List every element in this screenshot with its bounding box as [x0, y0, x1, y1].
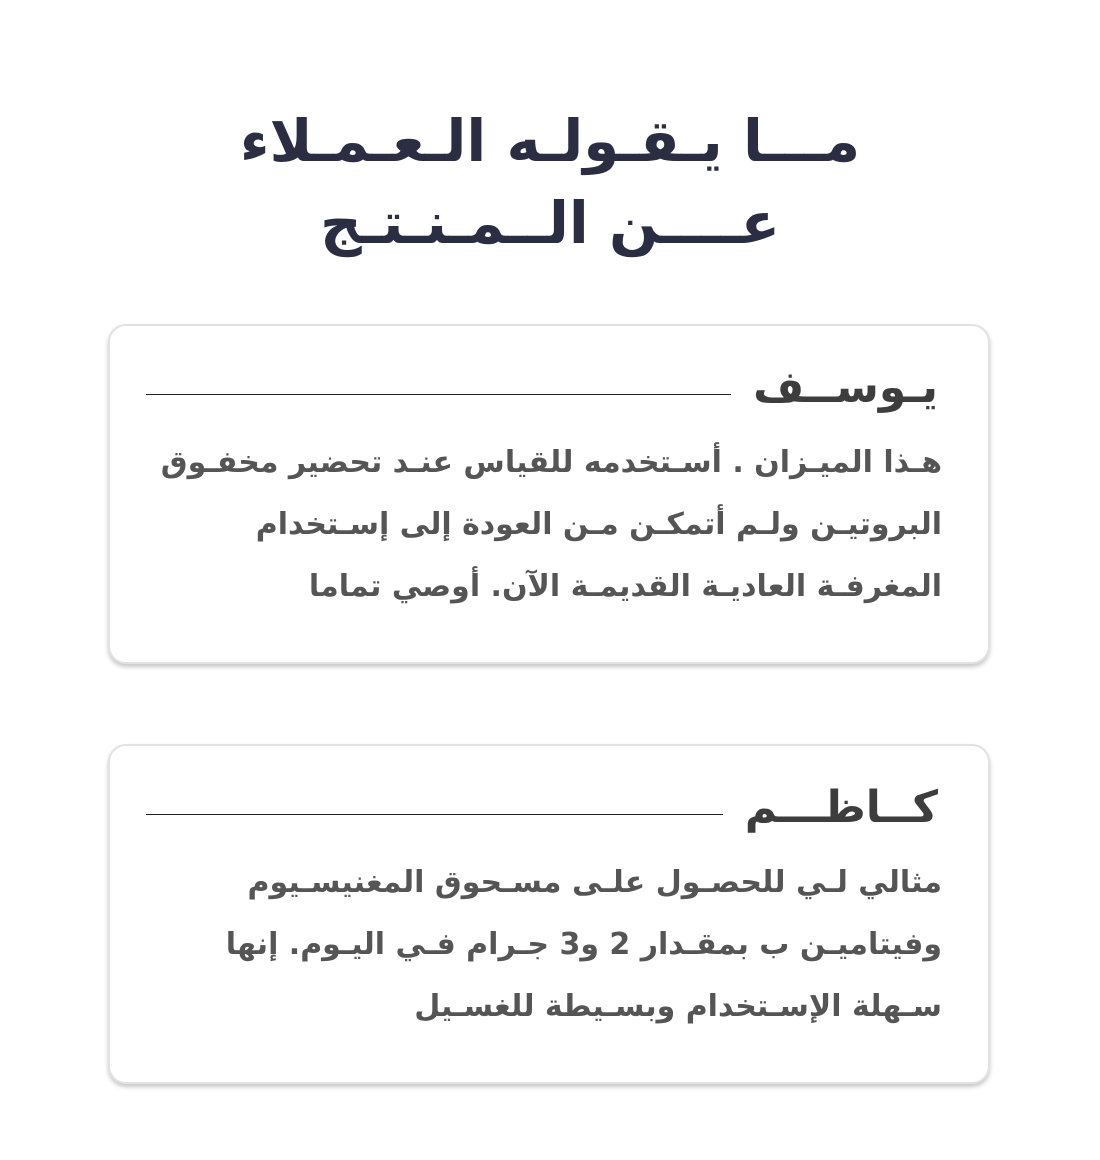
testimonial-text-line: هـذا الميـزان . أسـتخدمه للقياس عنـد تحضير مخفـوق [160, 445, 942, 480]
page-title-line-1: مـــا يـقـولـه الـعـمـلاء [239, 107, 861, 175]
testimonial-author: كــاظـــم [744, 782, 938, 833]
divider-line [146, 394, 731, 395]
testimonial-text [136, 432, 942, 618]
page-title [0, 100, 1100, 264]
divider-line [146, 814, 723, 815]
testimonial-text-line: مثالي لـي للحصـول علـى مسـحوق المغنيسـيوم [247, 865, 942, 900]
testimonial-text-line: وفيتاميـن ب بمقـدار 2 و3 جـرام فـي اليـوم. إنها [225, 927, 942, 962]
testimonial-text-line: البروتيـن ولـم أتمكـن مـن العودة إلى إسـتخدام [255, 507, 942, 542]
testimonial-header [146, 776, 938, 840]
testimonial-author: يـوســف [753, 362, 938, 413]
testimonial-card [108, 324, 990, 664]
testimonial-card [108, 744, 990, 1084]
testimonial-text-line: المغرفـة العاديـة القديمـة الآن. أوصي تماما [308, 569, 942, 604]
page-title-line-2: عــــن الــمـنـتـج [319, 189, 781, 257]
testimonial-text-line: سـهلة الإسـتخدام وبسـيطة للغسـيل [414, 989, 942, 1024]
testimonial-header [146, 356, 938, 420]
testimonial-text [136, 852, 942, 1038]
